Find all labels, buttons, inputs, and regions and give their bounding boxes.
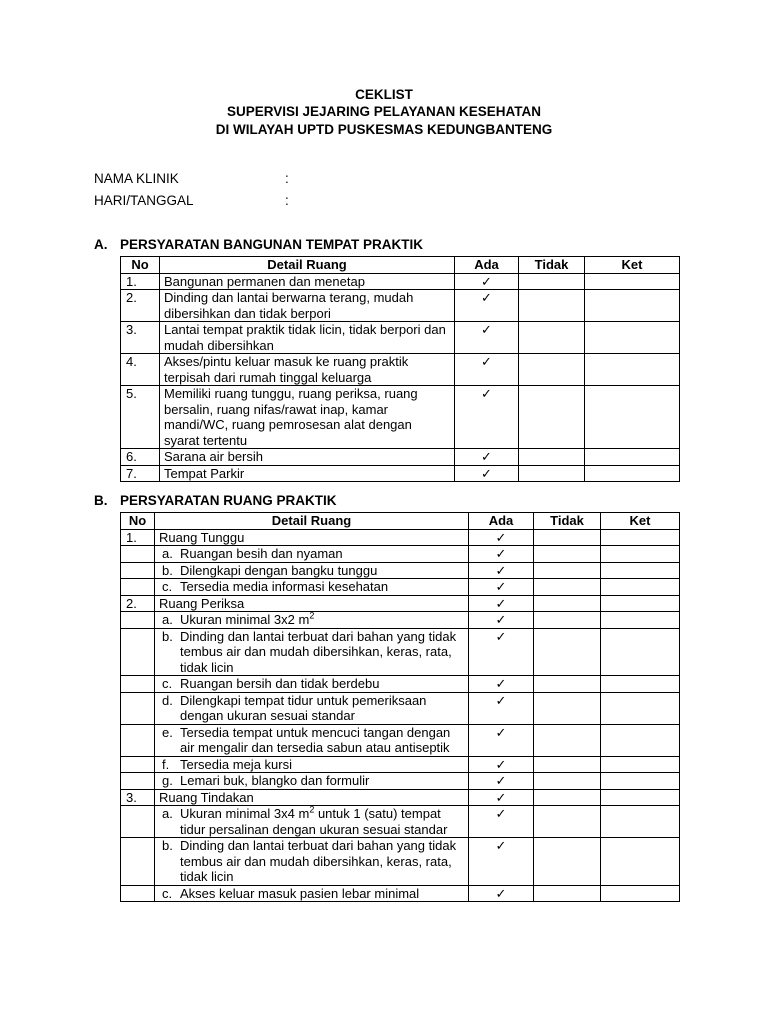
detail-text: Ruang Periksa <box>159 595 245 611</box>
cell-no: 1. <box>121 273 160 290</box>
cell-tidak <box>519 386 585 449</box>
cell-tidak <box>534 838 601 886</box>
section-a-heading <box>94 237 423 253</box>
check-icon: ✓ <box>469 838 534 886</box>
table-row <box>121 354 680 386</box>
cell-detail <box>155 546 469 563</box>
cell-ket <box>601 773 680 790</box>
check-icon: ✓ <box>455 386 519 449</box>
detail-text: Dilengkapi dengan bangku tunggu <box>180 562 378 578</box>
cell-ket <box>601 628 680 676</box>
cell-tidak <box>519 322 585 354</box>
header-detail: Detail Ruang <box>160 257 455 274</box>
cell-ket <box>601 676 680 693</box>
check-icon: ✓ <box>469 612 534 629</box>
check-icon: ✓ <box>455 354 519 386</box>
sub-item-text <box>180 676 464 692</box>
cell-detail: Lantai tempat praktik tidak licin, tidak berpori dan mudah dibersihkan <box>160 322 455 354</box>
check-icon: ✓ <box>455 449 519 466</box>
cell-ket <box>601 529 680 546</box>
detail-text: Dinding dan lantai terbuat dari bahan yang tidak tembus air dan mudah dibersihkan, keras, rata, tidak licin <box>180 838 457 884</box>
cell-ket <box>601 756 680 773</box>
cell-tidak <box>534 612 601 629</box>
sub-item-letter: b. <box>162 838 173 853</box>
sub-item-letter: a. <box>162 612 173 627</box>
section-title: PERSYARATAN BANGUNAN TEMPAT PRAKTIK <box>120 237 424 252</box>
cell-ket <box>585 273 680 290</box>
cell-no <box>121 612 155 629</box>
cell-ket <box>601 692 680 724</box>
cell-detail <box>155 885 469 902</box>
sub-item-letter: a. <box>162 546 173 561</box>
detail-content <box>159 596 464 612</box>
cell-detail: Dinding dan lantai berwarna terang, mudah dibersihkan dan tidak berpori <box>160 290 455 322</box>
cell-ket <box>601 838 680 886</box>
cell-no: 3. <box>121 322 160 354</box>
cell-detail <box>155 562 469 579</box>
sub-item-letter: f. <box>162 756 170 772</box>
sub-item-text <box>180 806 464 837</box>
cell-no <box>121 579 155 596</box>
sub-item-text <box>180 838 464 885</box>
cell-detail: Memiliki ruang tunggu, ruang periksa, ruang bersalin, ruang nifas/rawat inap, kamar mandi/WC, ruang pemrosesan alat dengan syarat tertentu <box>160 386 455 449</box>
cell-no: 2. <box>121 290 160 322</box>
cell-tidak <box>534 676 601 693</box>
header-tidak: Tidak <box>519 257 585 274</box>
table-row <box>121 676 680 693</box>
sub-item-text <box>159 790 254 805</box>
check-icon: ✓ <box>469 885 534 902</box>
table-row <box>121 789 680 806</box>
detail-content <box>159 676 464 692</box>
check-icon: ✓ <box>455 322 519 354</box>
table-row <box>121 806 680 838</box>
cell-no <box>121 756 155 773</box>
check-icon: ✓ <box>469 773 534 790</box>
cell-ket <box>601 724 680 756</box>
detail-text: Dilengkapi tempat tidur untuk pemeriksaan dengan ukuran sesuai standar <box>180 692 427 723</box>
cell-no: 4. <box>121 354 160 386</box>
detail-text-after: untuk 1 (satu) tempat tidur persalinan dengan ukuran sesuai standar <box>180 806 448 837</box>
cell-tidak <box>534 579 601 596</box>
cell-tidak <box>534 546 601 563</box>
check-icon: ✓ <box>469 579 534 596</box>
detail-text: Tersedia meja kursi <box>180 756 292 772</box>
header-no: No <box>121 257 160 274</box>
table-section-a <box>120 256 680 482</box>
detail-text: Ruang Tindakan <box>159 789 254 805</box>
field-colon: : <box>285 193 289 208</box>
cell-detail: Bangunan permanen dan menetap <box>160 273 455 290</box>
check-icon: ✓ <box>469 692 534 724</box>
cell-tidak <box>534 628 601 676</box>
section-title: PERSYARATAN RUANG PRAKTIK <box>120 493 337 508</box>
detail-content <box>159 612 464 628</box>
cell-tidak <box>519 290 585 322</box>
sub-item-text <box>159 530 244 545</box>
cell-ket <box>601 595 680 612</box>
cell-no: 1. <box>121 529 155 546</box>
detail-text: Ukuran minimal 3x2 m <box>180 612 310 627</box>
check-icon: ✓ <box>469 789 534 806</box>
section-letter: A. <box>94 237 108 252</box>
cell-detail <box>155 756 469 773</box>
detail-content <box>159 886 464 902</box>
header-ket: Ket <box>585 257 680 274</box>
sub-item-letter: a. <box>162 806 173 821</box>
cell-no <box>121 562 155 579</box>
cell-ket <box>585 354 680 386</box>
cell-ket <box>601 562 680 579</box>
cell-no: 6. <box>121 449 160 466</box>
cell-tidak <box>519 354 585 386</box>
sub-item-text <box>180 725 464 756</box>
sub-item-text <box>159 596 244 611</box>
cell-no <box>121 546 155 563</box>
check-icon: ✓ <box>455 290 519 322</box>
cell-detail <box>155 724 469 756</box>
document-title-line-3: DI WILAYAH UPTD PUSKESMAS KEDUNGBANTENG <box>215 122 553 137</box>
cell-no <box>121 628 155 676</box>
table-row <box>121 628 680 676</box>
table-row <box>121 322 680 354</box>
table-section-b <box>120 512 680 902</box>
cell-tidak <box>534 756 601 773</box>
detail-content <box>159 546 464 562</box>
check-icon: ✓ <box>469 806 534 838</box>
table-row <box>121 692 680 724</box>
detail-content <box>159 629 464 676</box>
detail-text: Dinding dan lantai terbuat dari bahan yang tidak tembus air dan mudah dibersihkan, keras, rata, tidak licin <box>180 628 457 675</box>
cell-no <box>121 773 155 790</box>
sub-item-text <box>180 579 464 595</box>
table-header-row <box>121 257 680 274</box>
cell-ket <box>585 386 680 449</box>
check-icon: ✓ <box>469 529 534 546</box>
cell-detail <box>155 579 469 596</box>
cell-detail: Akses/pintu keluar masuk ke ruang praktik terpisah dari rumah tinggal keluarga <box>160 354 455 386</box>
cell-ket <box>585 290 680 322</box>
table-row <box>121 773 680 790</box>
document-title-line-2: SUPERVISI JEJARING PELAYANAN KESEHATAN <box>226 104 542 119</box>
document-title-line-1: CEKLIST <box>355 87 413 102</box>
check-icon: ✓ <box>469 546 534 563</box>
cell-tidak <box>534 806 601 838</box>
detail-content <box>159 725 464 756</box>
detail-text: Ukuran minimal 3x4 m <box>180 806 310 821</box>
detail-content <box>159 806 464 837</box>
cell-ket <box>585 322 680 354</box>
sub-item-text <box>180 757 464 773</box>
check-icon: ✓ <box>469 562 534 579</box>
cell-tidak <box>534 789 601 806</box>
cell-no: 7. <box>121 465 160 482</box>
header-ada: Ada <box>455 257 519 274</box>
detail-text: Ruangan bersih dan tidak berdebu <box>180 676 380 691</box>
detail-text: Tersedia media informasi kesehatan <box>180 579 389 594</box>
superscript: 2 <box>309 804 315 815</box>
table-row <box>121 465 680 482</box>
cell-detail <box>155 773 469 790</box>
field-label: NAMA KLINIK <box>94 171 179 186</box>
cell-no: 5. <box>121 386 160 449</box>
detail-content <box>159 530 464 546</box>
cell-tidak <box>534 885 601 902</box>
table-row <box>121 546 680 563</box>
cell-tidak <box>534 724 601 756</box>
cell-no <box>121 806 155 838</box>
sub-item-text <box>180 886 464 902</box>
sub-item-text <box>180 612 464 628</box>
cell-ket <box>601 579 680 596</box>
sub-item-letter: b. <box>162 628 173 644</box>
detail-text: Lemari buk, blangko dan formulir <box>180 773 370 788</box>
detail-content <box>159 773 464 789</box>
sub-item-text <box>180 546 464 562</box>
table-row <box>121 579 680 596</box>
sub-item-text <box>180 629 464 676</box>
detail-text: Tersedia tempat untuk mencuci tangan dengan air mengalir dan tersedia sabun atau antiseptik <box>180 724 451 755</box>
cell-detail <box>155 806 469 838</box>
sub-item-letter: c. <box>162 579 173 594</box>
table-row <box>121 386 680 449</box>
cell-detail <box>155 529 469 546</box>
table-row <box>121 612 680 629</box>
detail-text: Ruangan besih dan nyaman <box>180 546 343 561</box>
check-icon: ✓ <box>469 628 534 676</box>
table-row <box>121 756 680 773</box>
detail-content <box>159 563 464 579</box>
cell-tidak <box>534 562 601 579</box>
table-row <box>121 529 680 546</box>
sub-item-letter: b. <box>162 562 173 578</box>
cell-ket <box>601 546 680 563</box>
section-b-heading <box>94 493 337 509</box>
table-row <box>121 562 680 579</box>
cell-no <box>121 838 155 886</box>
cell-ket <box>585 465 680 482</box>
superscript: 2 <box>309 610 315 621</box>
header-ket: Ket <box>601 513 680 530</box>
cell-no <box>121 724 155 756</box>
cell-detail <box>155 612 469 629</box>
check-icon: ✓ <box>469 595 534 612</box>
sub-item-letter: d. <box>162 692 173 708</box>
field-nama-klinik <box>94 171 289 187</box>
cell-detail <box>155 789 469 806</box>
table-row <box>121 838 680 886</box>
sub-item-letter: c. <box>162 676 173 691</box>
sub-item-text <box>180 693 464 724</box>
cell-detail: Sarana air bersih <box>160 449 455 466</box>
sub-item-text <box>180 773 464 789</box>
cell-detail <box>155 628 469 676</box>
cell-no <box>121 885 155 902</box>
cell-no <box>121 676 155 693</box>
detail-content <box>159 790 464 806</box>
sub-item-text <box>180 563 464 579</box>
cell-no: 2. <box>121 595 155 612</box>
cell-tidak <box>534 692 601 724</box>
cell-tidak <box>534 595 601 612</box>
cell-ket <box>601 789 680 806</box>
cell-tidak <box>519 465 585 482</box>
table-row <box>121 449 680 466</box>
section-letter: B. <box>94 493 108 508</box>
detail-content <box>159 838 464 885</box>
header-detail: Detail Ruang <box>155 513 469 530</box>
cell-tidak <box>519 449 585 466</box>
header-no: No <box>121 513 155 530</box>
table-row <box>121 595 680 612</box>
cell-no: 3. <box>121 789 155 806</box>
sub-item-letter: c. <box>162 885 173 901</box>
detail-text: Ruang Tunggu <box>159 529 245 545</box>
cell-ket <box>601 612 680 629</box>
table-row <box>121 885 680 902</box>
cell-tidak <box>534 773 601 790</box>
cell-detail <box>155 595 469 612</box>
sub-item-letter: g. <box>162 773 173 788</box>
cell-detail <box>155 838 469 886</box>
check-icon: ✓ <box>455 465 519 482</box>
field-colon: : <box>285 171 289 186</box>
cell-ket <box>585 449 680 466</box>
header-tidak: Tidak <box>534 513 601 530</box>
detail-content <box>159 757 464 773</box>
cell-no <box>121 692 155 724</box>
detail-content <box>159 693 464 724</box>
check-icon: ✓ <box>469 676 534 693</box>
check-icon: ✓ <box>469 724 534 756</box>
cell-detail <box>155 676 469 693</box>
cell-detail: Tempat Parkir <box>160 465 455 482</box>
detail-text: Akses keluar masuk pasien lebar minimal <box>180 885 420 901</box>
field-hari-tanggal <box>94 193 289 209</box>
check-icon: ✓ <box>469 756 534 773</box>
cell-detail <box>155 692 469 724</box>
cell-tidak <box>534 529 601 546</box>
header-ada: Ada <box>469 513 534 530</box>
field-label: HARI/TANGGAL <box>94 193 194 208</box>
sub-item-letter: e. <box>162 724 173 740</box>
table-row <box>121 724 680 756</box>
table-header-row <box>121 513 680 530</box>
cell-ket <box>601 806 680 838</box>
table-row <box>121 290 680 322</box>
table-row <box>121 273 680 290</box>
cell-ket <box>601 885 680 902</box>
cell-tidak <box>519 273 585 290</box>
check-icon: ✓ <box>455 273 519 290</box>
detail-content <box>159 579 464 595</box>
